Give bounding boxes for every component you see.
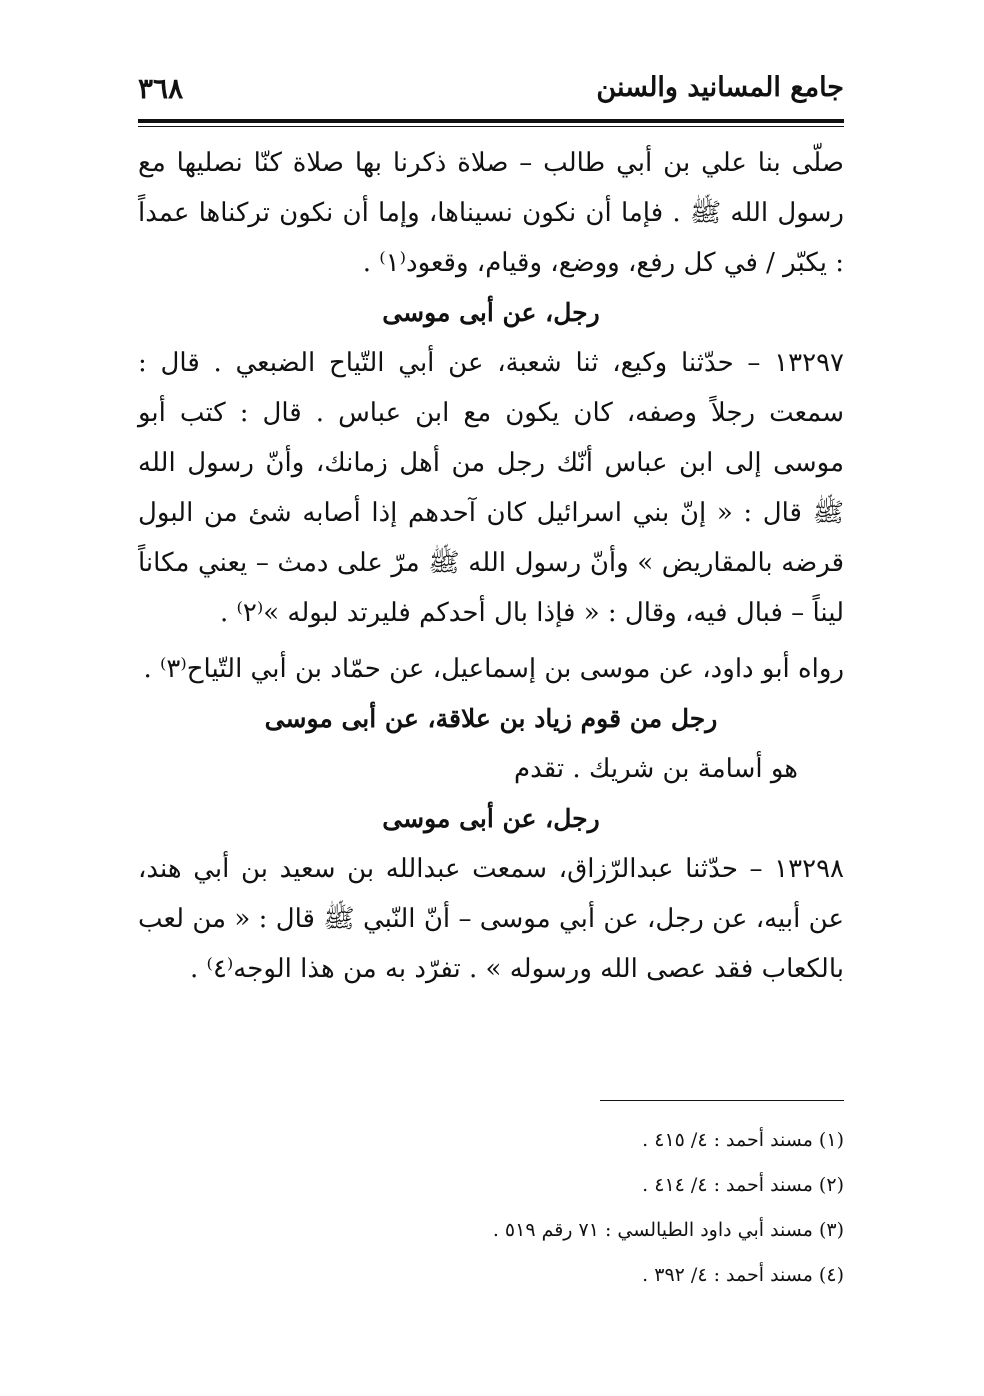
page-number: ٣٦٨ <box>138 72 184 105</box>
header-rule-thin <box>138 126 844 127</box>
hadith-13297: ١٣٢٩٧ – حدّثنا وكيع، ثنا شعبة، عن أبي التّياح الضبعي . قال : سمعت رجلاً وصفه، كان يكون مع ابن عباس . قال : كتب أبو موسى إلى ابن عباس أنّك رجل من أهل زمانك، وأنّ رسول الله ﷺ قال : « إنّ بني اسرائيل كان آحدهم إذا أصابه شئ من البول قرضه بالمقاريض » وأنّ رسول الله ﷺ مرّ على دمث – يعني مكاناً ليناً – فبال فيه، وقال : « فإذا بال أحدكم فليرتد لبوله »⁽٢⁾ . <box>138 348 844 628</box>
paragraph-narration: رواه أبو داود، عن موسى بن إسماعيل، عن حمّاد بن أبي التّياح⁽٣⁾ . <box>143 654 844 684</box>
paragraph-note: هو أسامة بن شريك . تقدم <box>514 754 798 784</box>
running-title: جامع المسانيد والسنن <box>596 72 844 103</box>
main-text <box>138 138 844 994</box>
footnote-rule <box>600 1100 844 1101</box>
section-heading-3: رجل، عن أبى موسى <box>382 804 600 833</box>
section-heading-1: رجل، عن أبى موسى <box>382 298 600 327</box>
header-rule <box>138 119 844 123</box>
footnote-4: (٤) مسند أحمد : ٤/ ٣٩٢ . <box>642 1264 844 1286</box>
section-heading-2: رجل من قوم زياد بن علاقة، عن أبى موسى <box>264 704 718 733</box>
footnote-3: (٣) مسند أبي داود الطيالسي : ٧١ رقم ٥١٩ . <box>492 1219 844 1241</box>
hadith-13298: ١٣٢٩٨ – حدّثنا عبدالرّزاق، سمعت عبدالله بن سعيد بن أبي هند، عن أبيه، عن رجل، عن أبي موسى – أنّ النّبي ﷺ قال : « من لعب بالكعاب فقد عصى الله ورسوله » . تفرّد به من هذا الوجه⁽٤⁾ . <box>138 854 844 984</box>
paragraph-1: صلّى بنا علي بن أبي طالب – صلاة ذكرنا بها صلاة كنّا نصليها مع رسول الله ﷺ . فإما أن نكون نسيناها، وإما أن نكون تركناها عمداً : يكبّر / في كل رفع، ووضع، وقيام، وقعود⁽١⁾ . <box>138 148 844 278</box>
page-header <box>138 62 844 112</box>
footnote-2: (٢) مسند أحمد : ٤/ ٤١٤ . <box>642 1174 844 1196</box>
footnotes <box>138 1118 844 1298</box>
footnote-1: (١) مسند أحمد : ٤/ ٤١٥ . <box>642 1129 844 1151</box>
